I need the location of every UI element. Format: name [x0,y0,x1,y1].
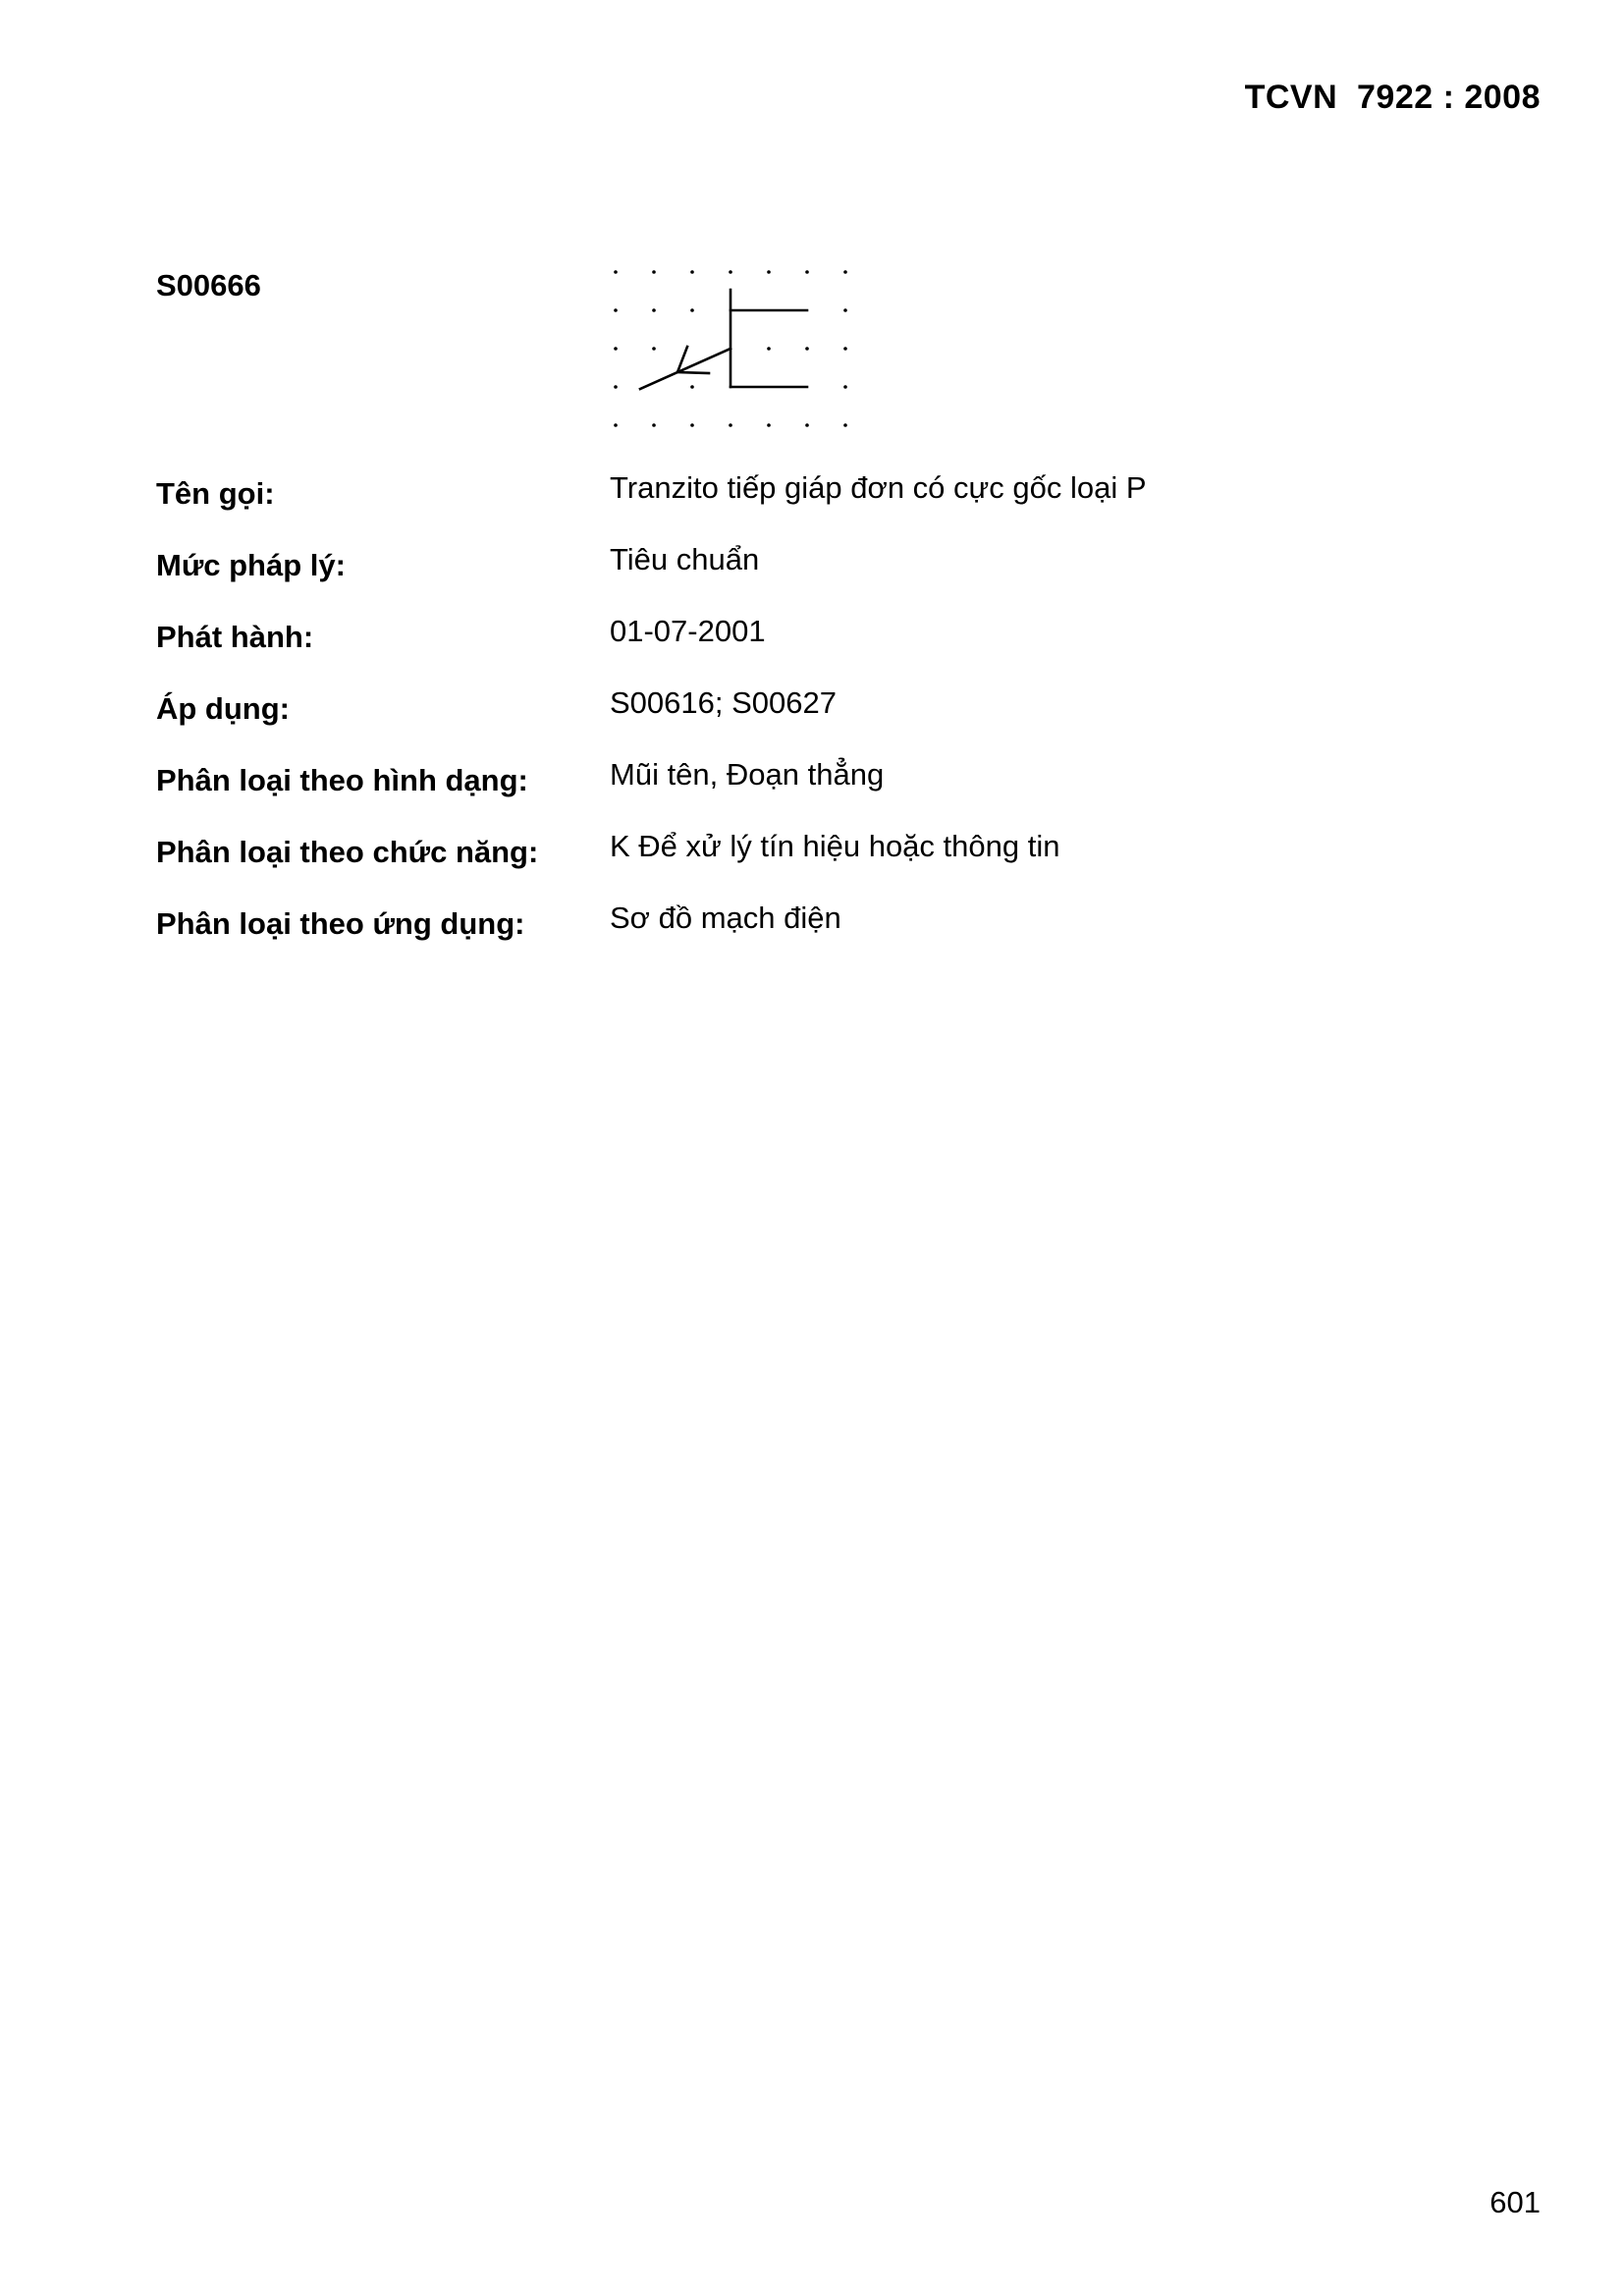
property-row-issued [156,614,1531,685]
property-row-function-class [156,829,1531,901]
property-list [156,470,1531,972]
property-label: Áp dụng: [156,691,291,726]
standard-header: TCVN 7922 : 2008 [1244,79,1541,116]
property-label: Mức pháp lý: [156,548,346,582]
property-value: K Để xử lý tín hiệu hoặc thông tin [610,829,1060,863]
property-value: S00616; S00627 [610,685,837,720]
property-value: Mũi tên, Đoạn thẳng [610,757,885,792]
property-value: Tranzito tiếp giáp đơn có cực gốc loại P [610,470,1147,505]
property-value: Tiêu chuẩn [610,542,760,576]
property-row-name [156,470,1531,542]
property-label: Phân loại theo ứng dụng: [156,906,525,941]
property-label: Phân loại theo hình dạng: [156,763,528,797]
property-label: Phát hành: [156,620,314,654]
property-value: Sơ đồ mạch điện [610,901,841,935]
property-row-legal-level [156,542,1531,614]
property-label: Tên gọi: [156,476,275,511]
property-row-shape-class [156,757,1531,829]
ujt-p-base-symbol-figure [601,257,866,444]
transistor-lines [640,290,807,389]
symbol-code: S00666 [156,268,261,302]
property-label: Phân loại theo chức năng: [156,835,539,869]
property-row-applies-to [156,685,1531,757]
property-value: 01-07-2001 [610,614,766,648]
property-row-application-class [156,901,1531,972]
page-number: 601 [1489,2185,1541,2219]
